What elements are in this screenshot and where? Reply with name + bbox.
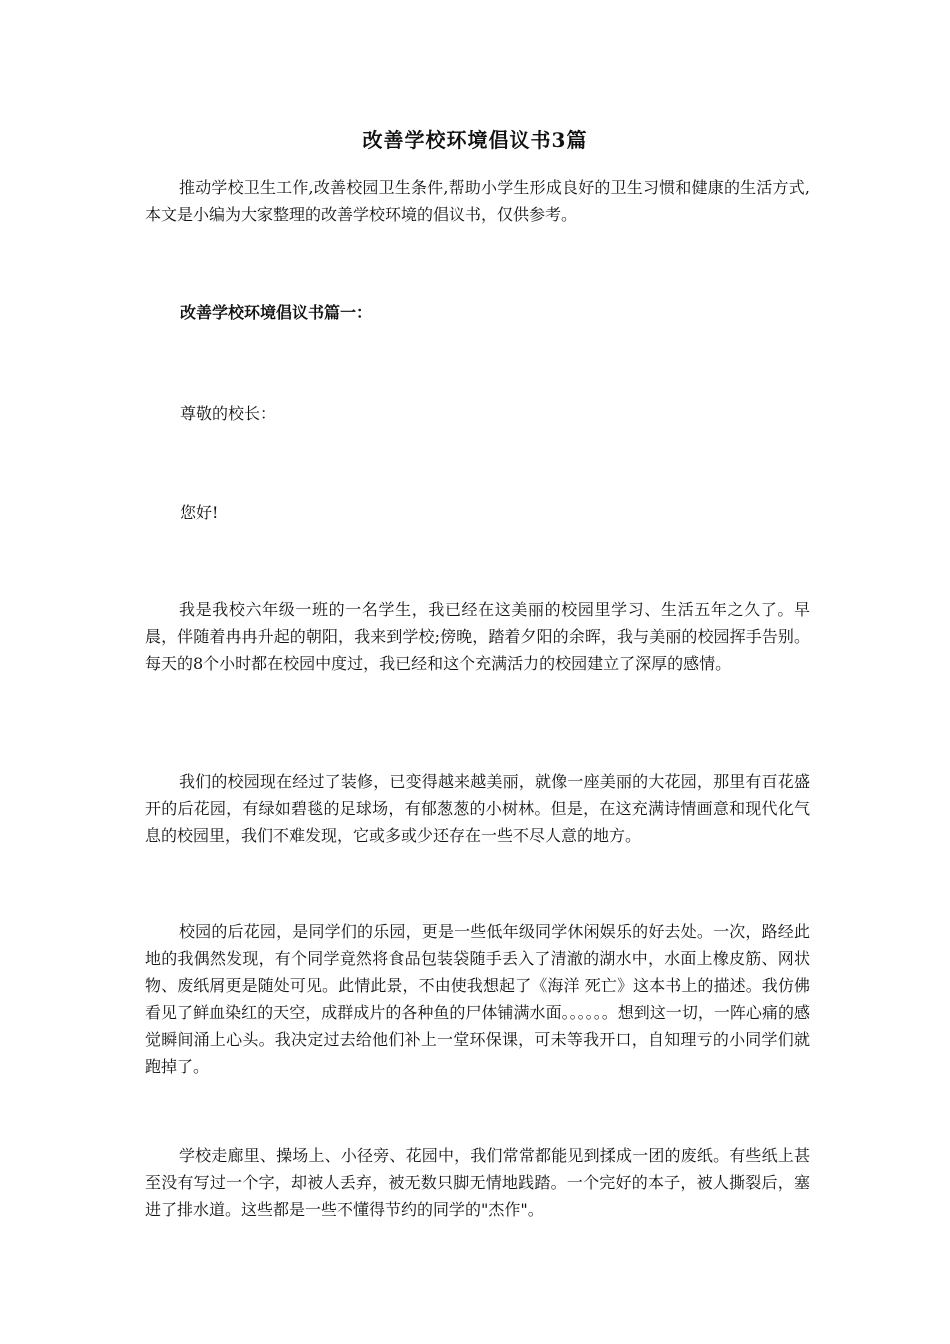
section-heading: 改善学校环境倡议书篇一： xyxy=(180,303,373,322)
body-paragraph-2: 我们的校园现在经过了装修，已变得越来越美丽，就像一座美丽的大花园，那里有百花盛开的后花园，有绿如碧毯的足球场，有郁葱葱的小树林。但是，在这充满诗情画意和现代化气息的校园里，我们不难发现，它或多或少还存在一些不尽人意的地方。 xyxy=(145,772,810,845)
intro-paragraph: 推动学校卫生工作,改善校园卫生条件,帮助小学生形成良好的卫生习惯和健康的生活方式,本文是小编为大家整理的改善学校环境的倡议书，仅供参考。 xyxy=(145,178,810,224)
body-paragraph-4: 学校走廊里、操场上、小径旁、花园中，我们常常都能见到揉成一团的废纸。有些纸上甚至没有写过一个字，却被人丢弃，被无数只脚无情地践踏。一个完好的本子，被人撕裂后，塞进了排水道。这些都是一些不懂得节约的同学的"杰作"。 xyxy=(145,1146,810,1219)
document-title: 改善学校环境倡议书3篇 xyxy=(362,128,588,152)
greeting: 您好! xyxy=(180,503,219,522)
body-paragraph-1: 我是我校六年级一班的一名学生，我已经在这美丽的校园里学习、生活五年之久了。早晨，伴随着冉冉升起的朝阳，我来到学校;傍晚，踏着夕阳的余晖，我与美丽的校园挥手告别。每天的8个小时都在校园中度过，我已经和这个充满活力的校园建立了深厚的感情。 xyxy=(145,600,810,673)
salutation: 尊敬的校长： xyxy=(180,404,277,423)
body-paragraph-3: 校园的后花园，是同学们的乐园，更是一些低年级同学休闲娱乐的好去处。一次，路经此地的我偶然发现，有个同学竟然将食品包装袋随手丢入了清澈的湖水中，水面上橡皮筋、网状物、废纸屑更是随处可见。此情此景，不由使我想起了《海洋 死亡》这本书上的描述。我仿佛看见了鲜血染红的天空，成群成片的各种鱼的尸体铺满水面。。。。。。想到这一切，一阵心痛的感觉瞬间涌上心头。我决定过去给他们补上一堂环保课，可未等我开口，自知理亏的小同学们就跑掉了。 xyxy=(145,922,810,1076)
